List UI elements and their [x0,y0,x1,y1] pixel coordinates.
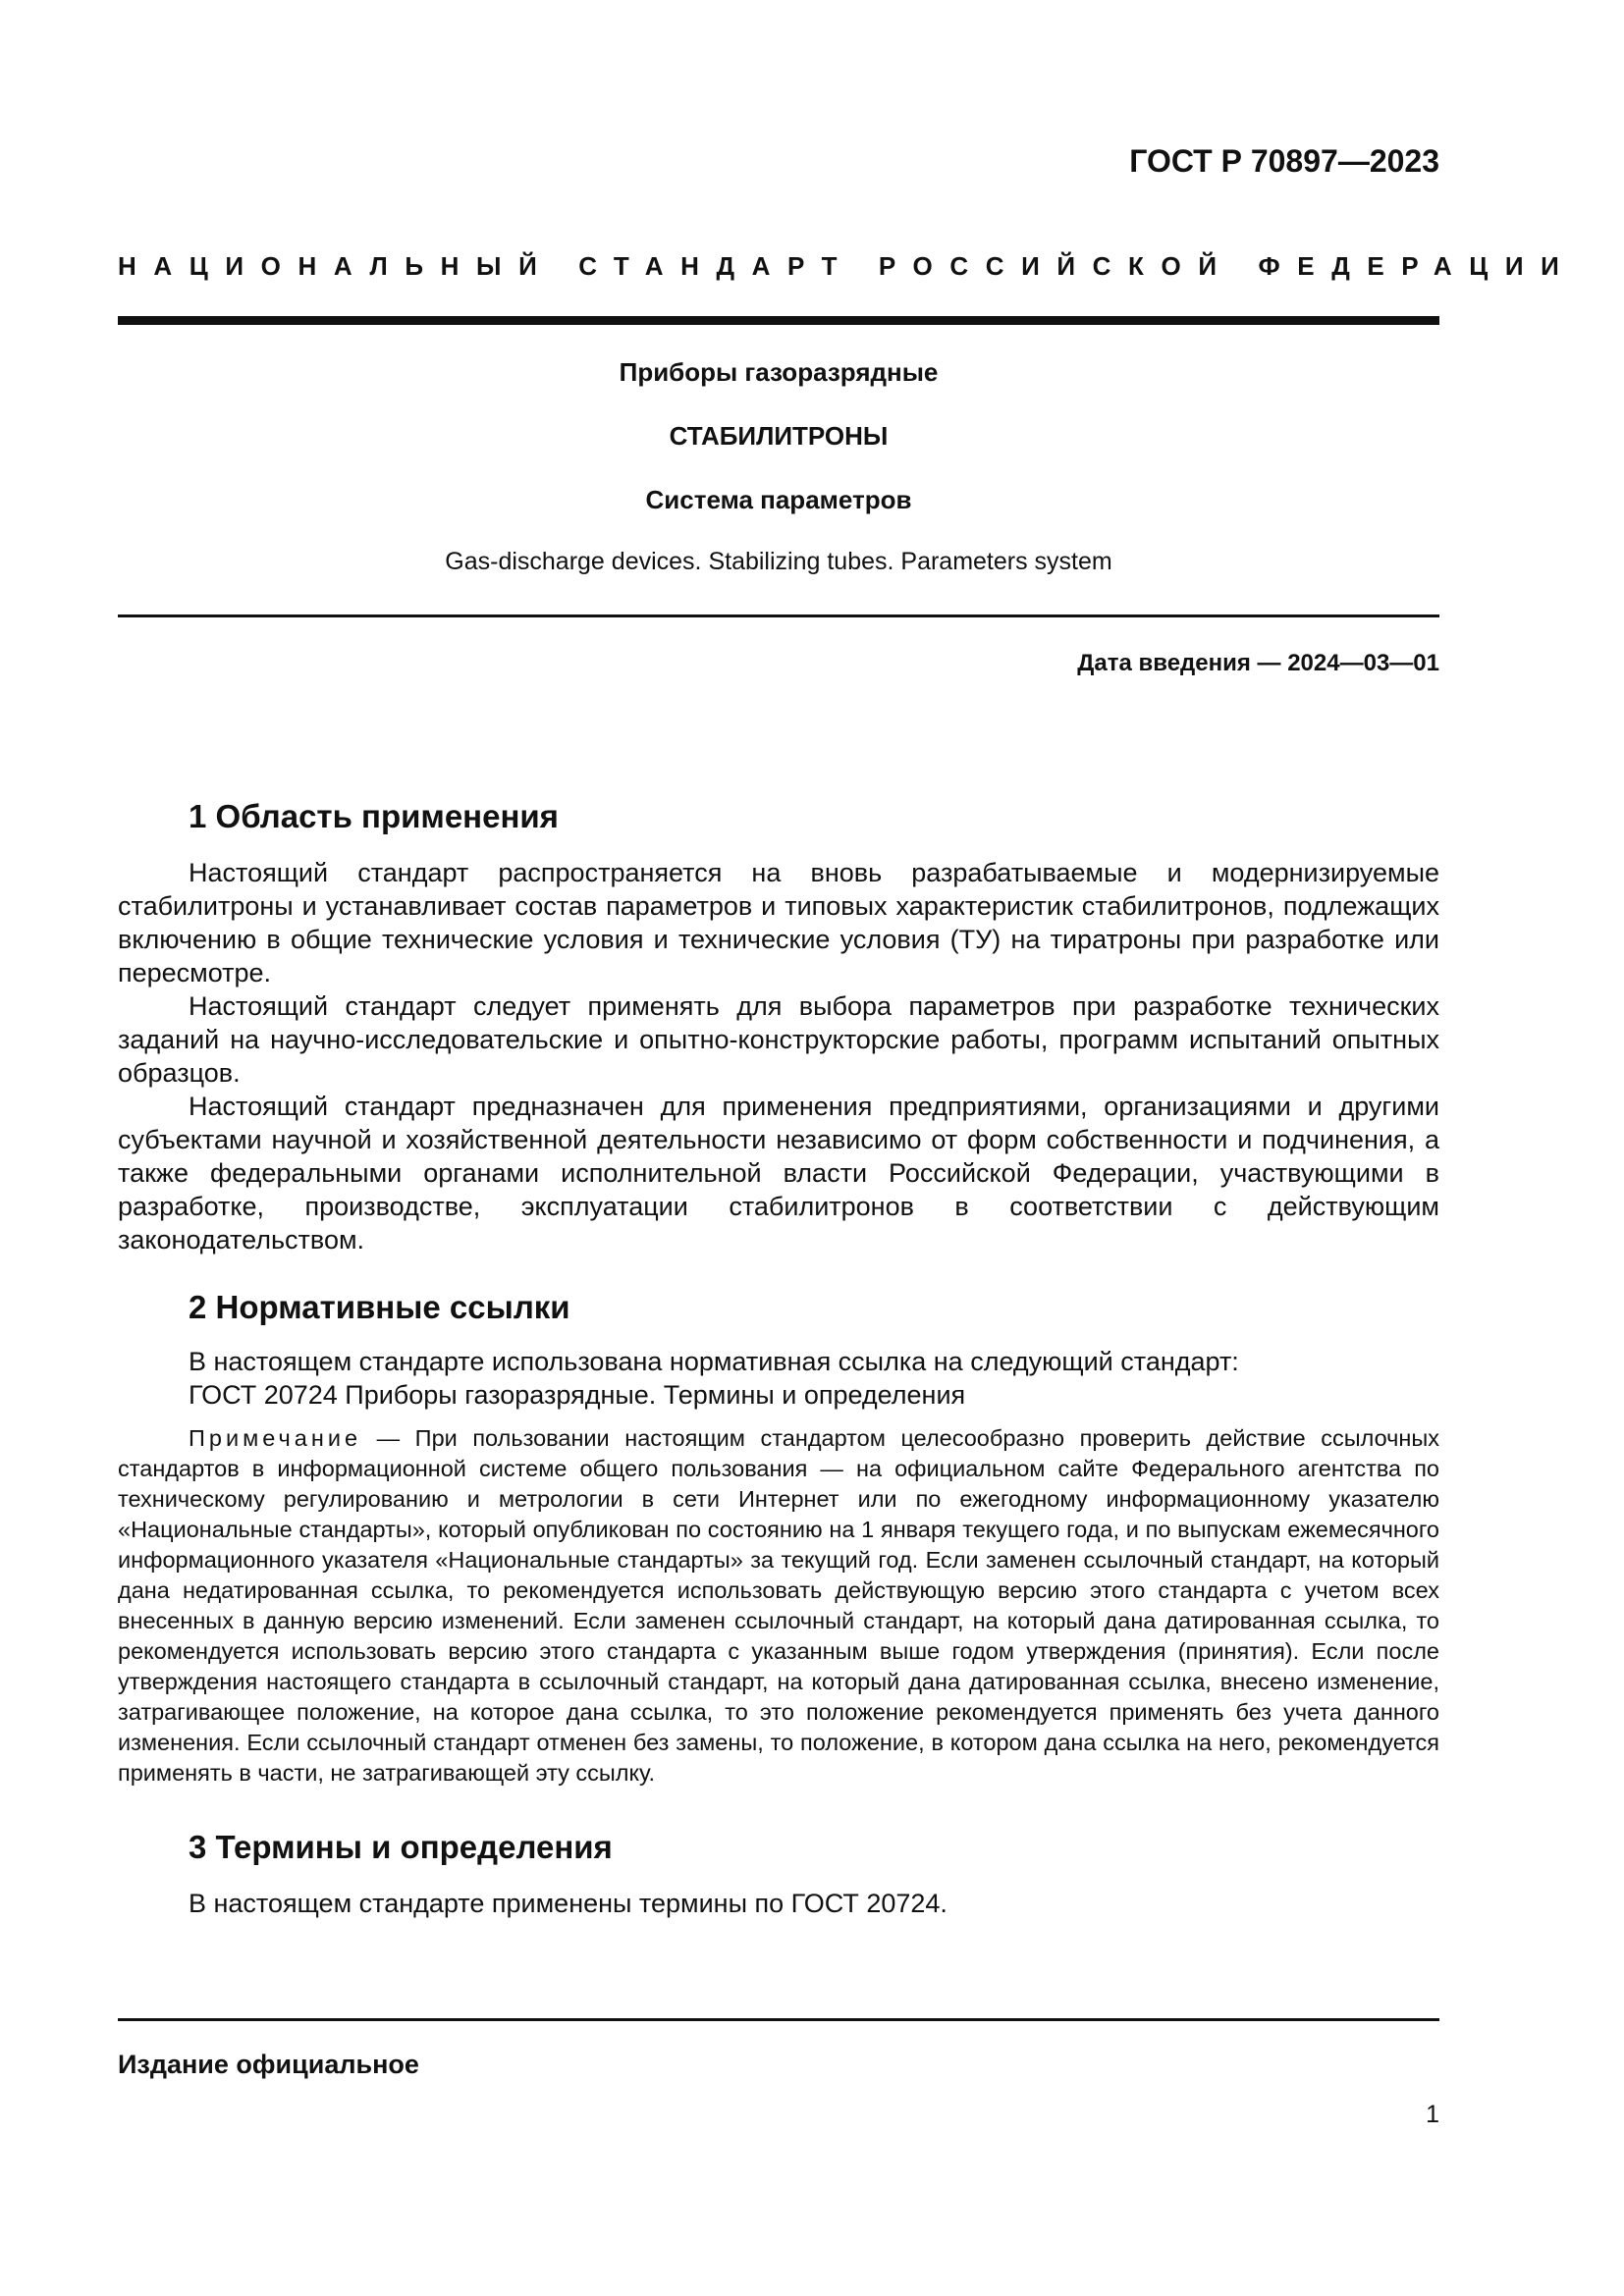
gost-number: ГОСТ Р 70897—2023 [1129,143,1439,179]
document-subtitle: Система параметров [645,485,912,514]
referenced-standard: ГОСТ 20724 Приборы газоразрядные. Термины и определения [189,1380,966,1410]
title-divider [118,614,1439,617]
section-2-note [118,1423,1439,1789]
section-scope [118,795,1439,1256]
section-1-paragraph: Настоящий стандарт распространяется на вновь разрабатываемые и модернизируемые стабилитроны и устанавливает состав параметров и типовых характеристик стабилитронов, подлежащих включению в общие технические условия и технические условия (ТУ) на тиратроны при разработке или пересмотре. [118,858,1439,988]
header-thick-divider [118,316,1439,325]
document-title: СТАБИЛИТРОНЫ [669,421,889,451]
section-1-heading: 1 Область применения [189,798,559,834]
english-title: Gas-discharge devices. Stabilizing tubes. Parameters system [445,548,1112,575]
note-label: Примечание [189,1425,362,1451]
section-3-text: В настоящем стандарте применены термины по ГОСТ 20724. [189,1889,947,1918]
footer-divider [118,2018,1439,2021]
section-1-paragraph: Настоящий стандарт предназначен для применения предприятиями, организациями и другими субъектами научной и хозяйственной деятельности независимо от форм собственности и подчинения, а также федеральными органами исполнительной власти Российской Федерации, участвующими в разработке, производстве, эксплуатации стабилитронов в соответствии с действующим законодательством. [118,1092,1439,1255]
section-1-paragraph: Настоящий стандарт следует применять для выбора параметров при разработке технических заданий на научно-исследовательские и опытно-конструкторские работы, программ испытаний опытных образцов. [118,991,1439,1088]
section-2-intro-line: В настоящем стандарте использована нормативная ссылка на следующий стандарт: [189,1347,1239,1376]
introduction-date: Дата введения — 2024—03—01 [1077,650,1439,676]
official-edition-label: Издание официальное [118,2050,419,2079]
note-text: — При пользовании настоящим стандартом целесообразно проверить действие ссылочных стандартов в информационной системе общего пользования — на официальном сайте Федерального агентства по техническому регулированию и метрологии в сети Интернет или по ежегодному информационному указателю «Национальные стандарты», который опубликован по состоянию на 1 января текущего года, и по выпускам ежемесячного информационного указателя «Национальные стандарты» за текущий год. Если заменен ссылочный стандарт, на который дана недатированная ссылка, то рекомендуется использовать действующую версию этого стандарта с учетом всех внесенных в данную версию изменений. Если заменен ссылочный стандарт, на который дана датированная ссылка, то рекомендуется использовать версию этого стандарта с указанным выше годом утверждения (принятия). Если после утверждения настоящего стандарта в ссылочный стандарт, на который дана датированная ссылка, внесено изменение, затрагивающее положение, на которое дана ссылка, то это положение рекомендуется применять без учета данного изменения. Если ссылочный стандарт отменен без замены, то положение, в котором дана ссылка на него, рекомендуется применять в части, не затрагивающей эту ссылку. [118,1425,1439,1786]
page-number: 1 [1426,2101,1439,2128]
national-standard-title: НАЦИОНАЛЬНЫЙ СТАНДАРТ РОССИЙСКОЙ ФЕДЕРАЦИИ [118,251,1577,281]
document-category: Приборы газоразрядные [619,357,939,387]
document-body [118,795,1439,1920]
section-terms [118,1826,1439,1920]
section-3-heading: 3 Термины и определения [189,1829,613,1865]
section-normative-references [118,1286,1439,1789]
section-2-heading: 2 Нормативные ссылки [189,1289,570,1325]
